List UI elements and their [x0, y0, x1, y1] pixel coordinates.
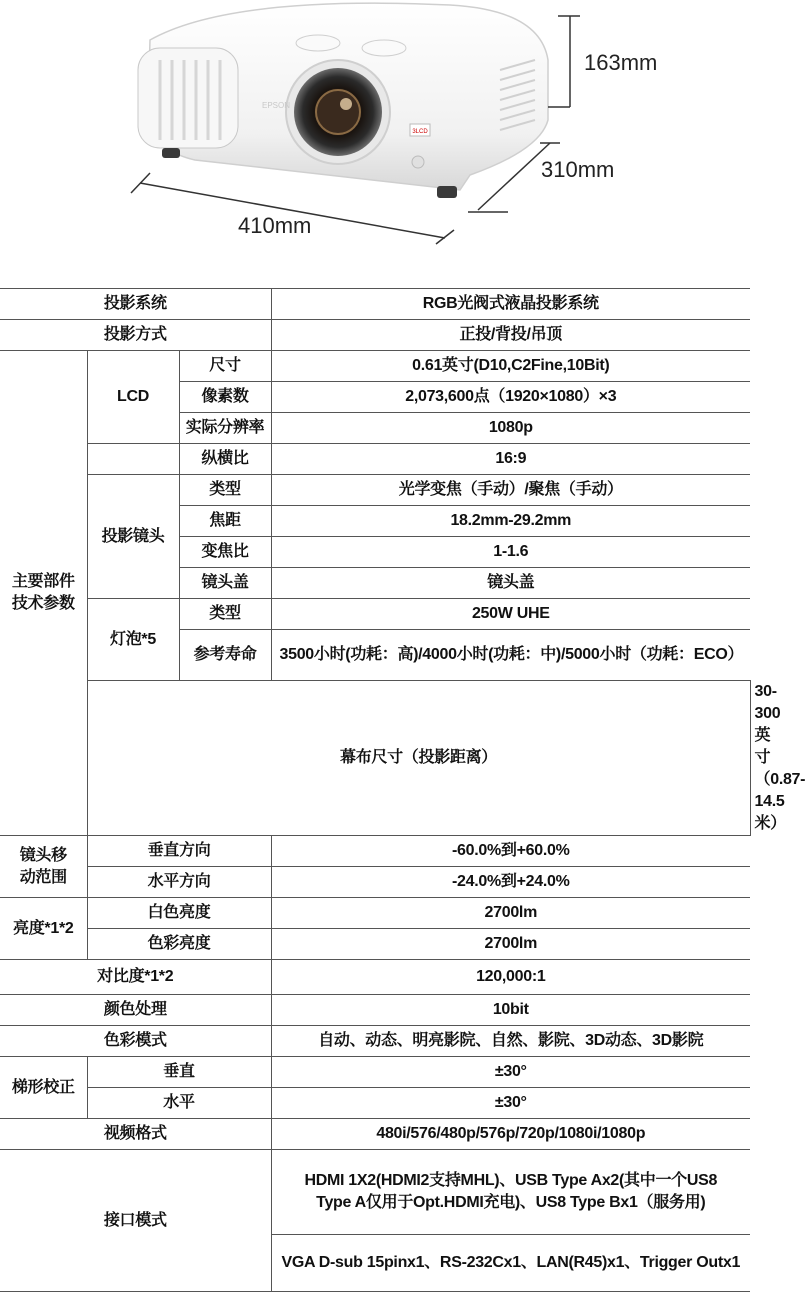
spec-label: 投影方式 [0, 320, 271, 351]
table-row: 幕布尺寸（投影距离） 30-300英寸（0.87-14.5米） [0, 681, 750, 836]
table-row [0, 444, 750, 475]
spec-value: ±30° [271, 1088, 750, 1119]
group-label: LCD [87, 351, 179, 444]
spec-label: 接口模式 [0, 1150, 271, 1292]
table-row [0, 836, 750, 867]
width-dimension: 410mm [238, 213, 312, 238]
spec-value: 镜头盖 [271, 568, 750, 599]
group-label: 投影镜头 [87, 475, 179, 599]
spec-label: 参考寿命 [179, 630, 271, 681]
spec-label: 纵横比 [179, 444, 271, 475]
spec-label: 颜色处理 [0, 995, 271, 1026]
empty-cell [87, 444, 179, 475]
spec-value: 1-1.6 [271, 537, 750, 568]
table-row [0, 1088, 750, 1119]
spec-value: 正投/背投/吊顶 [271, 320, 750, 351]
table-row [0, 929, 750, 960]
spec-label: 垂直方向 [87, 836, 271, 867]
spec-value: RGB光阀式液晶投影系统 [271, 289, 750, 320]
spec-label: 垂直 [87, 1057, 271, 1088]
spec-label: 尺寸 [179, 351, 271, 382]
table-row [0, 1150, 750, 1235]
spec-value: 2700lm [271, 898, 750, 929]
table-row [0, 289, 750, 320]
spec-value: -24.0%到+24.0% [271, 867, 750, 898]
foot [162, 148, 180, 158]
spec-label: 对比度*1*2 [0, 960, 271, 995]
spec-label: 类型 [179, 599, 271, 630]
spec-value: 自动、动态、明亮影院、自然、影院、3D动态、3D影院 [271, 1026, 750, 1057]
vent-grille [138, 48, 238, 148]
table-row [0, 599, 750, 630]
spec-label: 水平 [87, 1088, 271, 1119]
spec-value: 10bit [271, 995, 750, 1026]
spec-label: 色彩亮度 [87, 929, 271, 960]
table-row [0, 960, 750, 995]
spec-value: 16:9 [271, 444, 750, 475]
spec-value: 0.61英寸(D10,C2Fine,10Bit) [271, 351, 750, 382]
spec-label: 色彩模式 [0, 1026, 271, 1057]
projector-illustration [0, 0, 750, 280]
spec-value: 120,000:1 [271, 960, 750, 995]
spec-label: 水平方向 [87, 867, 271, 898]
group-label: 主要部件技术参数 [0, 351, 87, 836]
spec-value: HDMI 1X2(HDMI2支持MHL)、USB Type Ax2(其中一个US8 Type A仅用于Opt.HDMI充电)、US8 Type Bx1（服务用) [271, 1150, 750, 1235]
table-row [0, 1026, 750, 1057]
spec-value: 2700lm [271, 929, 750, 960]
height-dimension: 163mm [584, 50, 658, 75]
spec-value: ±30° [271, 1057, 750, 1088]
table-row [0, 475, 750, 506]
spec-value: -60.0%到+60.0% [271, 836, 750, 867]
spec-label: 投影系统 [0, 289, 271, 320]
group-label: 镜头移动范围 [0, 836, 87, 898]
spec-value: 3500小时(功耗：高)/4000小时(功耗：中)/5000小时（功耗：ECO） [271, 630, 750, 681]
spec-label: 类型 [179, 475, 271, 506]
product-hero [0, 0, 750, 280]
table-row [0, 867, 750, 898]
spec-label: 焦距 [179, 506, 271, 537]
spec-value: VGA D-sub 15pinx1、RS-232Cx1、LAN(R45)x1、Trigger Outx1 [271, 1235, 750, 1292]
table-row [0, 1057, 750, 1088]
spec-label: 像素数 [179, 382, 271, 413]
table-row [0, 995, 750, 1026]
brand-text: EPSON [262, 101, 291, 110]
spec-label: 视频格式 [0, 1119, 271, 1150]
table-row [0, 351, 750, 382]
spec-label: 镜头盖 [179, 568, 271, 599]
table-row [0, 320, 750, 351]
group-label: 灯泡*5 [87, 599, 179, 681]
spec-label: 实际分辨率 [179, 413, 271, 444]
depth-dimension: 310mm [541, 157, 615, 182]
spec-table [0, 288, 805, 1292]
group-label: 亮度*1*2 [0, 898, 87, 960]
spec-value: 2,073,600点（1920×1080）×3 [271, 382, 750, 413]
table-row [0, 1119, 750, 1150]
spec-value: 1080p [271, 413, 750, 444]
spec-label: 幕布尺寸（投影距离） [87, 681, 750, 836]
badge-text: 3LCD [412, 129, 428, 135]
foot [437, 186, 457, 198]
table-row [0, 898, 750, 929]
group-label: 梯形校正 [0, 1057, 87, 1119]
spec-label: 白色亮度 [87, 898, 271, 929]
spec-value: 250W UHE [271, 599, 750, 630]
spec-label: 变焦比 [179, 537, 271, 568]
spec-value: 18.2mm-29.2mm [271, 506, 750, 537]
spec-value: 480i/576/480p/576p/720p/1080i/1080p [271, 1119, 750, 1150]
spec-value: 光学变焦（手动）/聚焦（手动） [271, 475, 750, 506]
